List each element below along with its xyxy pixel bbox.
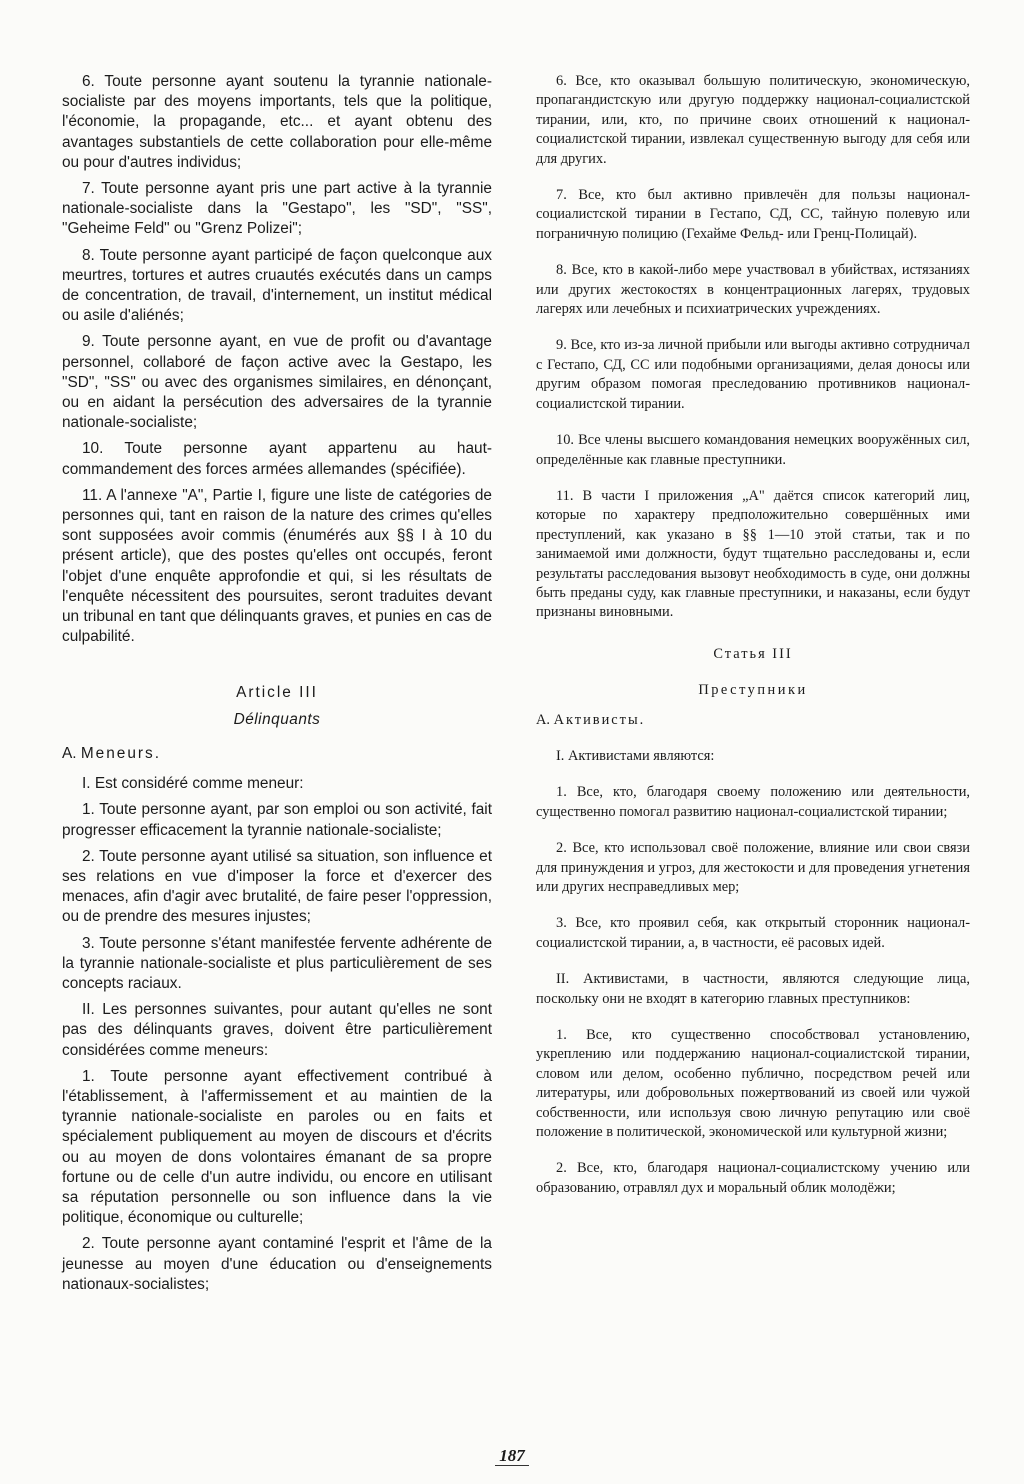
fr-item-6: 6. Toute personne ayant soutenu la tyrannie nationale-socialiste par des moyens importants, tels que la politique, l'économie, la propagande, etc... et ayant obtenu des avantages substantiels de cette collaboration pour elle-même ou pour d'autres individus; xyxy=(62,73,492,171)
fr-section-i: I. Est considéré comme meneur: xyxy=(82,775,304,793)
fr-section-a-letter: A. xyxy=(62,744,77,762)
ru-section-a-title: Активисты. xyxy=(553,711,646,728)
fr-section-a-heading xyxy=(62,744,492,764)
fr-item-8: 8. Toute personne ayant participé de façon quelconque aux meurtres, tortures et autres cruautés exécutés dans un camps de concentration, de travail, d'internement, un institut médical ou asile d'aliénés; xyxy=(62,246,492,325)
fr-section-a-title: Meneurs. xyxy=(80,744,161,762)
ru-item-10: 10. Все члены высшего командования немецких вооружённых сил, определённые как главные преступники. xyxy=(536,432,970,468)
fr-i-item-2: 2. Toute personne ayant utilisé sa situation, son influence et ses relations en vue d'imposer la force et d'exercer des menaces, afin d'agir avec brutalité, de faire peser l'oppression, ou de prendre des mesures injustes; xyxy=(62,847,492,926)
fr-i-item-1: 1. Toute personne ayant, par son emploi ou son activité, fait progresser efficacement la tyrannie nationale-socialiste; xyxy=(62,801,492,839)
ru-article-heading: Статья III xyxy=(713,645,793,662)
french-column xyxy=(62,72,492,1301)
fr-item-9: 9. Toute personne ayant, en vue de profit ou d'avantage personnel, collaboré de façon active avec la Gestapo, les "SD", "SS" ou avec des organismes similaires, en dénonçant, ou en aidant la persécution des adversaires de la tyrannie nationale-socialiste; xyxy=(62,333,492,432)
ru-item-7: 7. Все, кто был активно привлечён для пользы национал-социалистской тирании в Гестапо, СД, СС, тайную полевую или пограничную полицию (Гехайме Фельд- или Гренц-Полицай). xyxy=(536,187,970,242)
fr-ii-item-1: 1. Toute personne ayant effectivement contribué à l'établissement, à l'affermissement et au maintien de la tyrannie nationale-socialiste en paroles ou en faits et spécialement publiquement au moyen de discours et d'écrits ou au moyen de dons volontaires émanant de sa propre fortune ou de celle d'un autre individu, ou encore en utilisant sa réputation personnelle ou son influence dans la vie politique, économique ou culturelle; xyxy=(62,1067,492,1227)
russian-column xyxy=(536,72,970,1215)
fr-item-10: 10. Toute personne ayant appartenu au haut-commandement des forces armées allemandes (spécifiée). xyxy=(62,440,492,478)
fr-item-7: 7. Toute personne ayant pris une part active à la tyrannie nationale-socialiste dans la "Gestapo", les "SD", "SS", "Geheime Feld" ou "Grenz Polizei"; xyxy=(62,180,492,238)
page-number xyxy=(0,1446,1024,1466)
fr-section-ii: II. Les personnes suivantes, pour autant qu'elles ne sont pas des délinquants graves, doivent être particulièrement considérées comme meneurs: xyxy=(62,1001,492,1059)
fr-article-heading: Article III xyxy=(236,684,318,702)
ru-section-a-letter: А. xyxy=(536,711,550,728)
ru-i-item-1: 1. Все, кто, благодаря своему положению или деятельности, существенно помогал развитию национал-социалистской тирании; xyxy=(536,784,970,820)
ru-item-8: 8. Все, кто в какой-либо мере участвовал в убийствах, истязаниях или других жестокостях в концентрационных лагерях, трудовых лагерях или лечебных и психиатрических учреждениях. xyxy=(536,262,970,318)
ru-section-ii: II. Активистами, в частности, являются следующие лица, поскольку они не входят в категорию главных преступников: xyxy=(536,971,970,1007)
page-number-text: 187 xyxy=(495,1446,529,1466)
fr-i-item-3: 3. Toute personne s'étant manifestée fervente adhérente de la tyrannie nationale-socialiste et plus particulièrement de ses concepts raciaux. xyxy=(62,934,492,992)
ru-section-i: I. Активистами являются: xyxy=(556,747,715,764)
fr-item-11: 11. A l'annexe "A", Partie I, figure une liste de catégories de personnes qui, tant en raison de la nature des crimes qu'elles sont supposées avoir commis (énumérés aux §§ I à 10 du présent article), que des postes qu'elles ont occupés, feront l'objet d'une enquête approfondie et qui, si les résultats de l'enquête nécessitent des poursuites, seront traduites devant un tribunal en tant que délinquants graves, et punies en cas de culpabilité. xyxy=(62,486,492,646)
ru-item-6: 6. Все, кто оказывал большую политическую, экономическую, пропагандистскую или другую поддержку национал-социалистской тирании, или, кто, по причине своих отношений к национал-социалистской тирании, извлекал существенную выгоду для себя или для других. xyxy=(536,73,970,167)
ru-i-item-2: 2. Все, кто использовал своё положение, влияние или свои связи для принуждения и угроз, для жестокости и для проведения угнетения или других несправедливых мер; xyxy=(536,840,970,895)
ru-i-item-3: 3. Все, кто проявил себя, как открытый сторонник национал-социалистской тирании, а, в частности, её расовых идей. xyxy=(536,915,970,951)
ru-ii-item-2: 2. Все, кто, благодаря национал-социалистскому учению или образованию, отравлял дух и моральный облик молодёжи; xyxy=(536,1160,970,1196)
ru-section-a-heading xyxy=(536,711,970,730)
ru-ii-item-1: 1. Все, кто существенно способствовал установлению, укреплению или поддержанию национал-социалистской тирании, словом или делом, особенно публично, посредством речей или литературы, или добровольных пожертвований из своей или чужой собственности, или используя свою личную репутацию или своё положение в политической, экономической или культурной жизни; xyxy=(536,1027,970,1141)
ru-article-subheading: Преступники xyxy=(698,682,808,699)
ru-item-11: 11. В части I приложения „А" даётся список категорий лиц, которые по характеру предположительно совершённых ими преступлений, как указано в §§ 1—10 этой статьи, так и по занимаемой ими должности, будут тщательно расследованы и, если результаты расследования вызовут необходимость в суде, они должны быть преданы суду, как главные преступники, и наказаны, если будут признаны виновными. xyxy=(536,487,970,621)
fr-ii-item-2: 2. Toute personne ayant contaminé l'esprit et l'âme de la jeunesse au moyen d'une éducation ou d'enseignements nationaux-socialistes; xyxy=(62,1235,492,1293)
ru-item-9: 9. Все, кто из-за личной прибыли или выгоды активно сотрудничал с Гестапо, СД, СС или подобными организациями, делая доносы или другим образом помогая преследованию противников национал-социалистской тирании. xyxy=(536,337,970,412)
fr-article-subheading: Délinquants xyxy=(233,710,321,728)
